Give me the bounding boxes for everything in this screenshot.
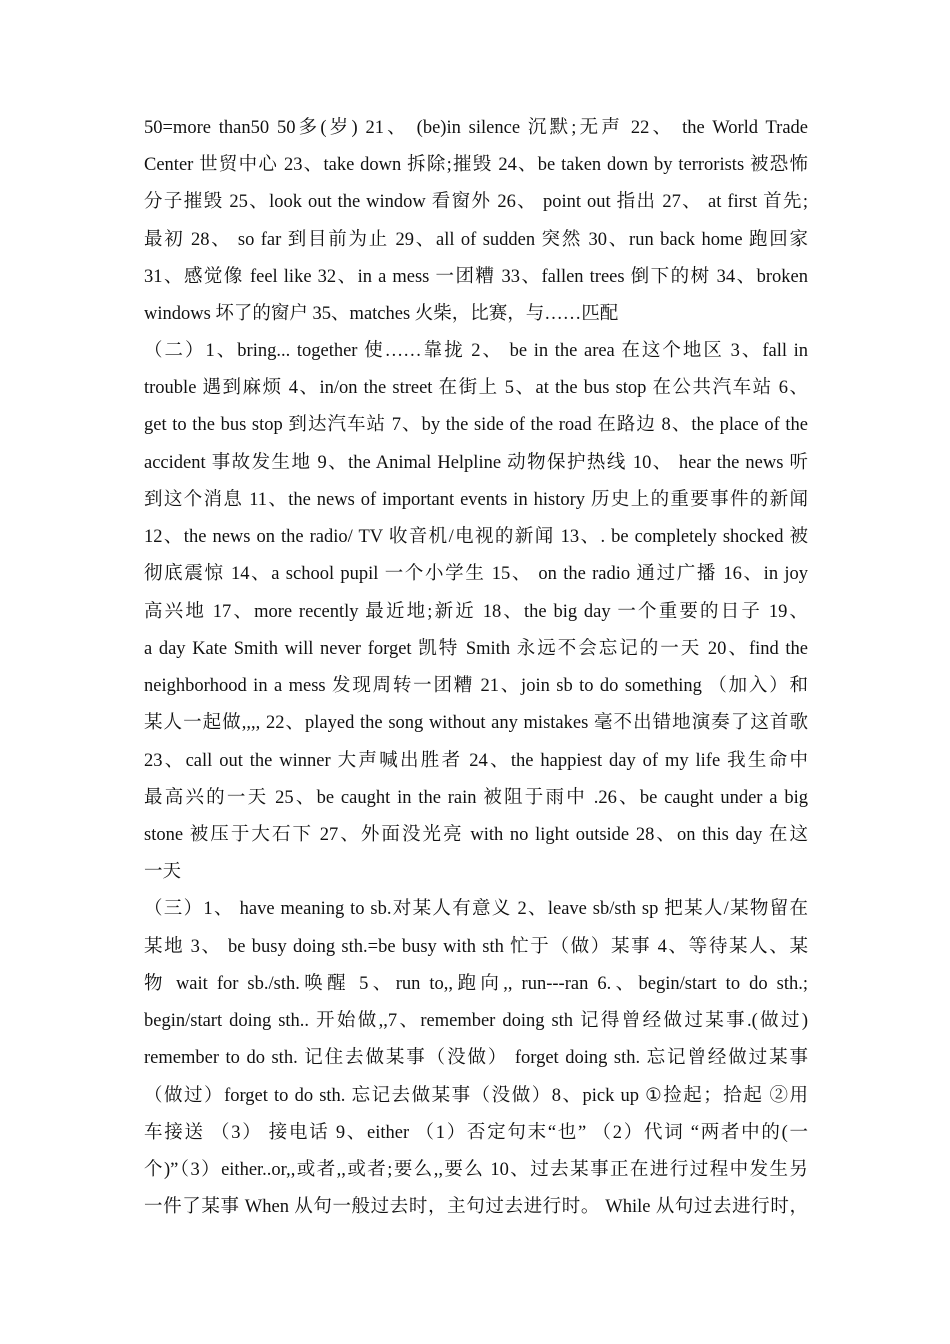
- text-line: Center 世贸中心 23、take down 拆除;摧毁 24、be taken down by terrorists 被恐怖: [144, 155, 808, 175]
- text-line: 物 wait for sb./sth.唤醒 5、run to,,跑向,, run---ran 6.、begin/start to do sth.;: [144, 974, 808, 994]
- text-line: 一天: [144, 862, 182, 882]
- section-heading-line: （三）1、 have meaning to sb.对某人有意义 2、leave sb/sth sp 把某人/某物留在: [144, 899, 808, 919]
- text-line: a day Kate Smith will never forget 凯特 Smith 永远不会忘记的一天 20、find the: [144, 639, 808, 659]
- text-line: neighborhood in a mess 发现周转一团糟 21、join sb to do something （加入）和: [144, 676, 808, 696]
- text-line: 最高兴的一天 25、be caught in the rain 被阻于雨中 .26、be caught under a big: [144, 788, 808, 808]
- text-line: 某地 3、 be busy doing sth.=be busy with sth 忙于（做）某事 4、等待某人、某: [144, 937, 808, 957]
- text-line: 50=more than50 50多(岁) 21、 (be)in silence 沉默;无声 22、 the World Trade: [144, 118, 808, 138]
- text-line: 个)”（3）either..or,,或者,,或者;要么,,要么 10、过去某事正在进行过程中发生另: [144, 1160, 808, 1180]
- text-line: stone 被压于大石下 27、外面没光亮 with no light outside 28、on this day 在这: [144, 825, 808, 845]
- text-line: 高兴地 17、more recently 最近地;新近 18、the big day 一个重要的日子 19、: [144, 602, 808, 622]
- text-line: windows 坏了的窗户 35、matches 火柴，比赛，与……匹配: [144, 304, 619, 324]
- text-line: 一件了某事 When 从句一般过去时，主句过去进行时。 While 从句过去进行时，: [144, 1197, 808, 1217]
- text-line: （做过）forget to do sth. 忘记去做某事（没做）8、pick up ①捡起；拾起 ②用: [144, 1086, 808, 1106]
- text-line: 12、the news on the radio/ TV 收音机/电视的新闻 13、. be completely shocked 被: [144, 527, 808, 547]
- text-line: 23、call out the winner 大声喊出胜者 24、the happiest day of my life 我生命中: [144, 751, 808, 771]
- text-line: 某人一起做,,,, 22、played the song without any mistakes 毫不出错地演奏了这首歌: [144, 713, 808, 733]
- text-line: 到这个消息 11、the news of important events in history 历史上的重要事件的新闻: [144, 490, 808, 510]
- text-line: accident 事故发生地 9、the Animal Helpline 动物保护热线 10、 hear the news 听: [144, 453, 808, 473]
- text-line: 分子摧毁 25、look out the window 看窗外 26、 point out 指出 27、 at first 首先;: [144, 192, 808, 212]
- text-line: trouble 遇到麻烦 4、in/on the street 在街上 5、at the bus stop 在公共汽车站 6、: [144, 378, 808, 398]
- text-line: 最初 28、 so far 到目前为止 29、all of sudden 突然 30、run back home 跑回家: [144, 230, 808, 250]
- text-line: 彻底震惊 14、a school pupil 一个小学生 15、 on the radio 通过广播 16、in joy: [144, 564, 808, 584]
- text-line: 31、感觉像 feel like 32、in a mess 一团糟 33、fallen trees 倒下的树 34、broken: [144, 267, 808, 287]
- text-line: begin/start doing sth.. 开始做,,7、remember doing sth 记得曾经做过某事.(做过): [144, 1011, 808, 1031]
- text-line: 车接送 （3） 接电话 9、either （1）否定句末“也” （2）代词 “两者中的(一: [144, 1123, 808, 1143]
- section-heading-line: （二）1、bring... together 使……靠拢 2、 be in the area 在这个地区 3、fall in: [144, 341, 808, 361]
- text-line: remember to do sth. 记住去做某事（没做） forget doing sth. 忘记曾经做过某事: [144, 1048, 808, 1068]
- text-line: get to the bus stop 到达汽车站 7、by the side of the road 在路边 8、the place of the: [144, 415, 808, 435]
